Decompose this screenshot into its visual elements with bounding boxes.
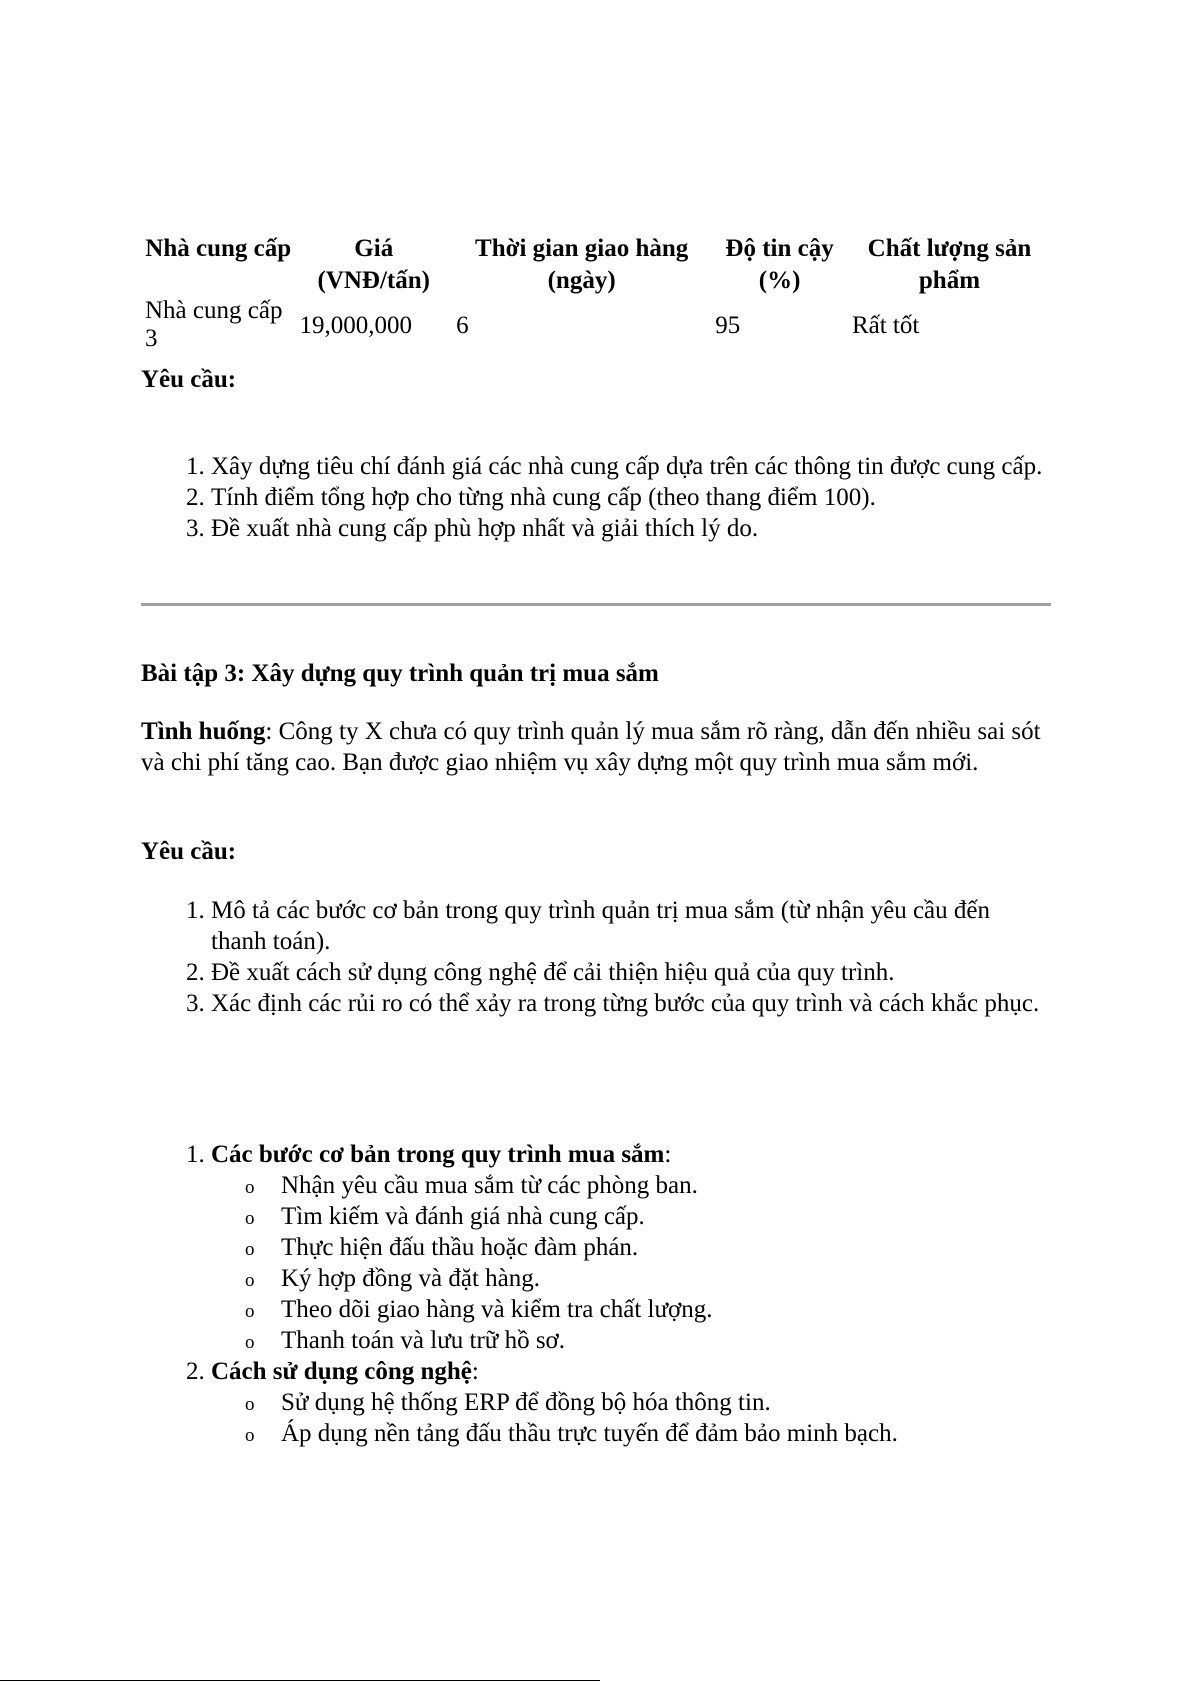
table-row bbox=[141, 297, 1051, 353]
exercise-title: Bài tập 3: Xây dựng quy trình quản trị mua sắm bbox=[141, 660, 659, 687]
supplier-table bbox=[141, 233, 1051, 353]
list-item: 2. Đề xuất cách sử dụng công nghệ để cải thiện hiệu quả của quy trình. bbox=[211, 957, 1051, 988]
requirements-list bbox=[141, 895, 1051, 1019]
answer-item-suffix: : bbox=[664, 1141, 672, 1168]
header-price: Giá (VNĐ/tấn) bbox=[317, 235, 430, 294]
list-item: o Áp dụng nền tảng đấu thầu trực tuyến để đảm bảo minh bạch. bbox=[281, 1418, 1051, 1449]
situation-label: Tình huống bbox=[141, 718, 266, 745]
list-item: 3. Xác định các rủi ro có thể xảy ra trong từng bước của quy trình và cách khắc phục. bbox=[211, 988, 1051, 1019]
answer-item-title: Các bước cơ bản trong quy trình mua sắm bbox=[211, 1141, 665, 1168]
section2-requirements-list-block bbox=[141, 451, 1051, 544]
section-divider bbox=[141, 603, 1051, 606]
list-item: 3. Đề xuất nhà cung cấp phù hợp nhất và giải thích lý do. bbox=[211, 513, 1051, 544]
header-supplier: Nhà cung cấp bbox=[145, 235, 292, 262]
list-item: o Tìm kiếm và đánh giá nhà cung cấp. bbox=[281, 1201, 1051, 1232]
cell-price: 19,000,000 bbox=[299, 311, 412, 339]
cell-quality: Rất tốt bbox=[851, 311, 920, 339]
answer-list bbox=[141, 1139, 1051, 1449]
cell-delivery-time: 6 bbox=[456, 311, 469, 339]
cell-supplier: Nhà cung cấp 3 bbox=[145, 297, 283, 352]
exercise3-title-block bbox=[141, 658, 1051, 689]
answer-block bbox=[141, 1139, 1051, 1449]
exercise3-requirements-label-block bbox=[141, 836, 1051, 867]
list-item: 1. Mô tả các bước cơ bản trong quy trình quản trị mua sắm (từ nhận yêu cầu đến thanh toán). bbox=[211, 895, 1051, 957]
header-quality: Chất lượng sản phẩm bbox=[867, 235, 1032, 294]
answer-item bbox=[211, 1139, 1051, 1356]
answer-sublist bbox=[211, 1387, 1051, 1449]
situation-paragraph bbox=[141, 716, 1051, 778]
list-item: o Ký hợp đồng và đặt hàng. bbox=[281, 1263, 1051, 1294]
answer-item-title: Cách sử dụng công nghệ bbox=[211, 1358, 472, 1385]
header-reliability: Độ tin cậy (%) bbox=[725, 235, 834, 294]
footer-line bbox=[0, 1680, 600, 1681]
list-item: 1. Xây dựng tiêu chí đánh giá các nhà cung cấp dựa trên các thông tin được cung cấp. bbox=[211, 451, 1051, 482]
situation-text: : Công ty X chưa có quy trình quản lý mua sắm rõ ràng, dẫn đến nhiều sai sót và chi phí tăng cao. Bạn được giao nhiệm vụ xây dựng một quy trình mua sắm mới. bbox=[141, 718, 1041, 776]
answer-item bbox=[211, 1356, 1051, 1449]
list-item: o Thanh toán và lưu trữ hồ sơ. bbox=[281, 1325, 1051, 1356]
table-header-row bbox=[141, 233, 1051, 297]
cell-reliability: 95 bbox=[715, 311, 741, 339]
exercise3-requirements-list-block bbox=[141, 895, 1051, 1019]
requirements-label: Yêu cầu: bbox=[141, 366, 237, 393]
answer-sublist bbox=[211, 1170, 1051, 1356]
list-item: o Sử dụng hệ thống ERP để đồng bộ hóa thông tin. bbox=[281, 1387, 1051, 1418]
requirements-list bbox=[141, 451, 1051, 544]
list-item: 2. Tính điểm tổng hợp cho từng nhà cung cấp (theo thang điểm 100). bbox=[211, 482, 1051, 513]
list-item: o Theo dõi giao hàng và kiểm tra chất lượng. bbox=[281, 1294, 1051, 1325]
answer-item-suffix: : bbox=[471, 1358, 479, 1385]
header-delivery-time: Thời gian giao hàng (ngày) bbox=[475, 235, 689, 294]
requirements-label: Yêu cầu: bbox=[141, 838, 237, 865]
section2-requirements-label-block bbox=[141, 364, 1051, 395]
list-item: o Thực hiện đấu thầu hoặc đàm phán. bbox=[281, 1232, 1051, 1263]
list-item: o Nhận yêu cầu mua sắm từ các phòng ban. bbox=[281, 1170, 1051, 1201]
